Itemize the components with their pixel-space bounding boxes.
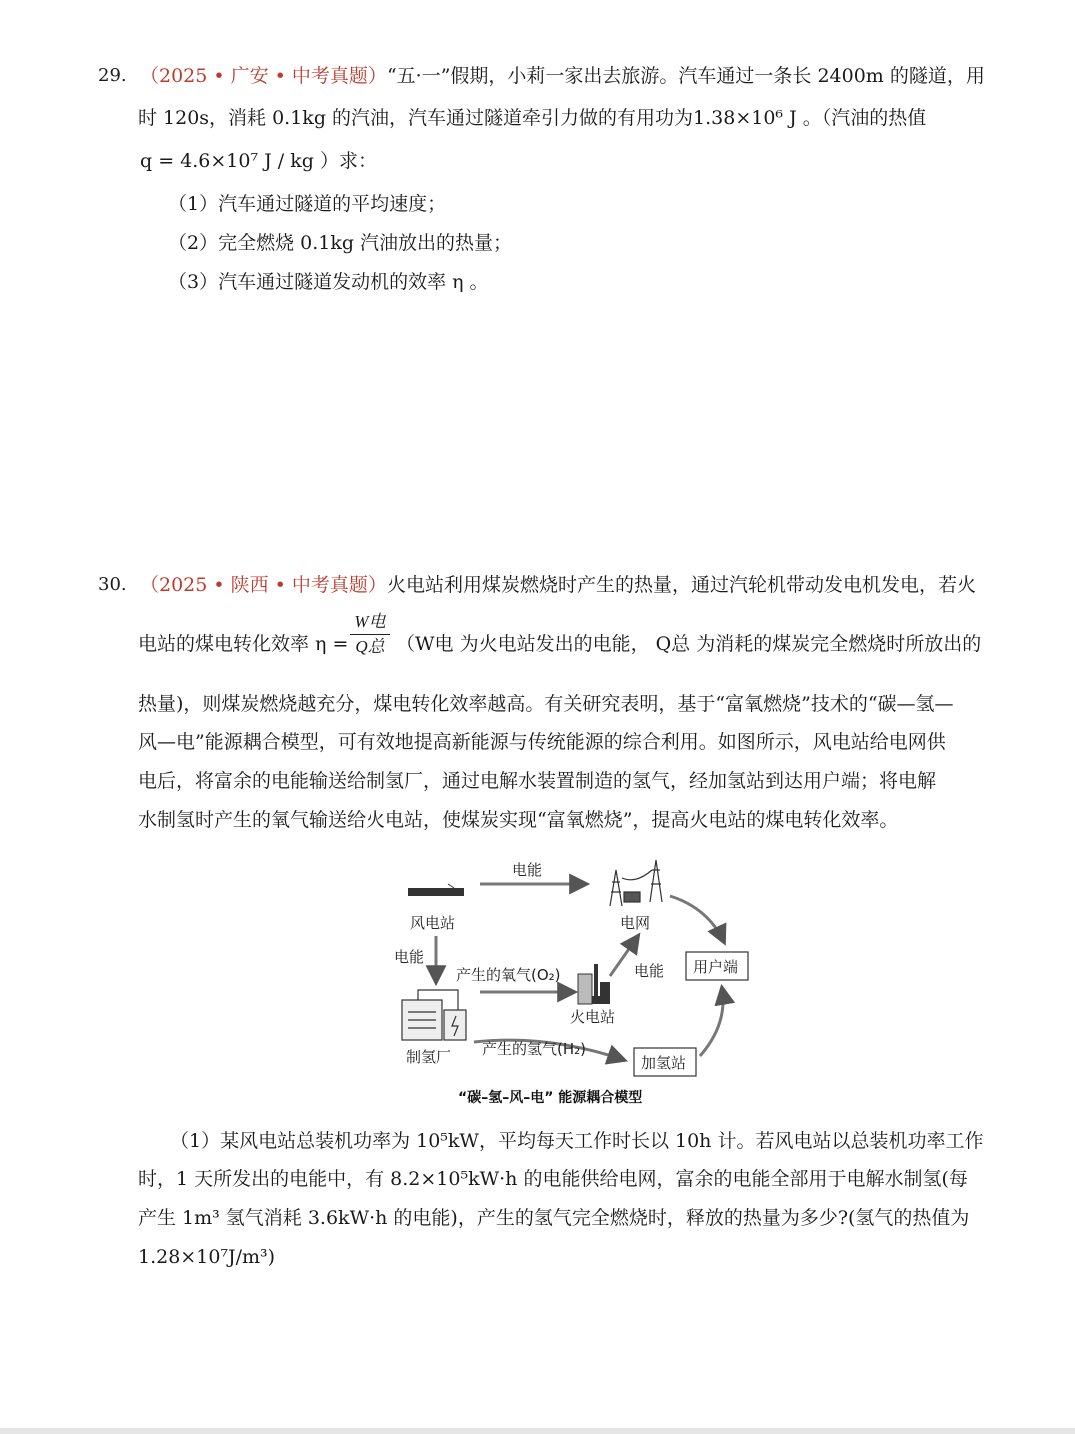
arrow-grid-to-user [670,896,724,942]
electric-energy-label-1: 电能 [512,861,543,879]
diagram-caption: “碳–氢–风–电” 能源耦合模型 [458,1090,643,1106]
wind-station-icon [408,884,464,896]
question-29-source: （2025 • 广安 • 中考真题） [140,65,387,87]
question-30-number: 30. [98,574,127,595]
energy-coupling-diagram [388,848,758,1110]
question-30-part-1-line-3: 产生 1m³ 氢气消耗 3.6kW·h 的电能)，产生的氢气完全燃烧时，释放的热量为多少?(氢气的热值为 [138,1207,970,1229]
question-30-part-1-line-4: 1.28×10⁷J/m³) [138,1246,276,1268]
question-29-text-1: “五·一”假期，小莉一家出去旅游。汽车通过一条长 2400m 的隧道，用 [386,65,985,87]
user-end-label: 用户端 [693,958,739,976]
hydrogen-station-label: 加氢站 [641,1054,687,1072]
arrow-h2station-to-user [700,988,723,1056]
fraction-bar [350,634,390,635]
question-29-line-1 [140,62,985,90]
question-30-line-5: 电后，将富余的电能输送给制氢厂，通过电解水装置制造的氢气，经加氢站到达用户端；将电解 [138,770,937,792]
thermal-station-icon [578,964,610,1004]
question-30-line-6: 水制氢时产生的氧气输送给火电站，使煤炭实现“富氧燃烧”，提高火电站的煤电转化效率。 [138,809,899,831]
question-29-number: 29. [98,65,127,86]
electric-energy-label-2: 电能 [394,948,425,966]
question-30-line-1 [140,571,976,599]
fraction-denominator: Q总 [355,637,385,656]
thermal-station-label: 火电站 [570,1008,616,1026]
power-grid-icon [610,860,662,906]
question-29-sub-3: （3）汽车通过隧道发动机的效率 η 。 [168,271,489,293]
efficiency-fraction [350,611,390,658]
question-30-line-2b: （W电 为火电站发出的电能， Q总 为消耗的煤炭完全燃烧时所放出的 [396,633,982,655]
electric-energy-label-3: 电能 [634,962,665,980]
question-29-line-2: 时 120s，消耗 0.1kg 的汽油，汽车通过隧道牵引力做的有用功为1.38×10⁶ J 。（汽油的热值 [138,107,927,129]
hydrogen-plant-label: 制氢厂 [406,1048,452,1066]
question-30-part-1-line-1: （1）某风电站总装机功率为 10⁵kW，平均每天工作时长以 10h 计。若风电站以总装机功率工作 [170,1130,984,1152]
power-grid-label: 电网 [620,914,651,932]
question-30-line-4: 风—电”能源耦合模型，可有效地提高新能源与传统能源的综合利用。如图所示，风电站给电网供 [138,731,946,753]
question-30-part-1-line-2: 时，1 天所发出的电能中，有 8.2×10⁵kW·h 的电能供给电网，富余的电能全部用于电解水制氢(每 [138,1168,968,1190]
page-bottom-edge [0,1428,1075,1434]
question-30-text-1: 火电站利用煤炭燃烧时产生的热量，通过汽轮机带动发电机发电，若火 [386,574,976,596]
wind-station-label: 风电站 [410,914,456,932]
question-29-line-3: q = 4.6×10⁷ J / kg ）求： [140,150,377,172]
question-30-source: （2025 • 陕西 • 中考真题） [140,574,387,596]
question-30-line-3: 热量)，则煤炭燃烧越充分，煤电转化效率越高。有关研究表明，基于“富氧燃烧”技术的“碳—氢— [138,693,954,715]
question-30-line-2a: 电站的煤电转化效率 η = [138,633,349,655]
hydrogen-label: 产生的氢气(H₂) [482,1040,586,1058]
hydrogen-plant-icon [402,990,466,1040]
question-29-sub-1: （1）汽车通过隧道的平均速度； [168,193,447,215]
fraction-numerator: W电 [354,612,386,631]
question-29-sub-2: （2）完全燃烧 0.1kg 汽油放出的热量； [168,232,513,254]
oxygen-label: 产生的氧气(O₂) [456,966,561,984]
